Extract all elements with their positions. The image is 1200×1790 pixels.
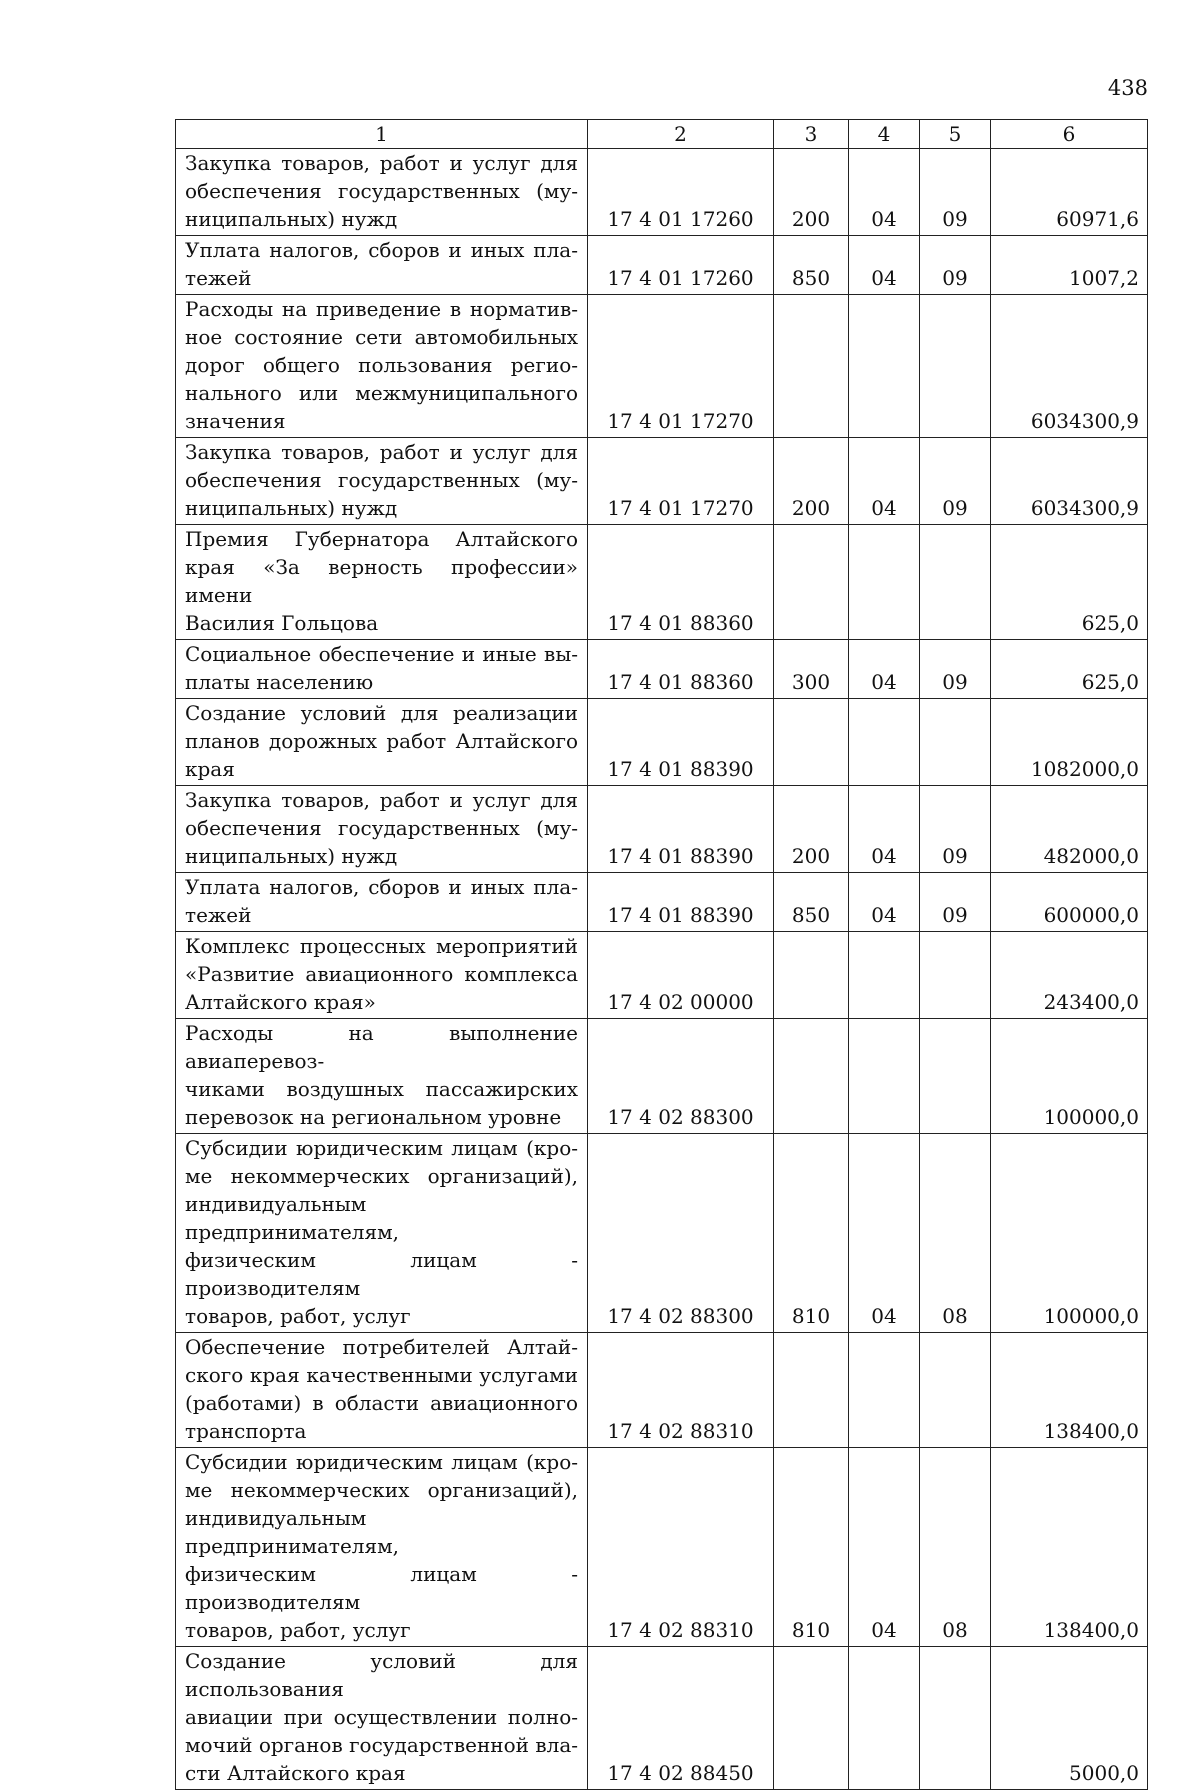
subsection-code — [920, 1647, 991, 1790]
amount-value: 1082000,0 — [991, 699, 1148, 786]
expense-name — [176, 1448, 588, 1647]
expense-type-code: 200 — [774, 149, 849, 236]
table-row — [176, 640, 1148, 699]
expense-name-line: ниципальных) нужд — [185, 496, 398, 520]
table-row — [176, 438, 1148, 525]
expense-name-line: Субсидии юридическим лицам (кро- — [185, 1450, 578, 1474]
expense-name-line: чиками воздушных пассажирских — [185, 1077, 578, 1101]
subsection-code: 09 — [920, 438, 991, 525]
expense-name-line: тежей — [185, 266, 252, 290]
subsection-code — [920, 1019, 991, 1134]
header-col-6: 6 — [991, 120, 1148, 149]
expense-name-line: перевозок на региональном уровне — [185, 1105, 562, 1129]
subsection-code — [920, 932, 991, 1019]
table-row — [176, 295, 1148, 438]
table-row — [176, 873, 1148, 932]
expense-type-code — [774, 295, 849, 438]
header-col-1: 1 — [176, 120, 588, 149]
expense-name-line: Создание условий для реализации — [185, 701, 578, 725]
expense-type-code: 810 — [774, 1448, 849, 1647]
expense-name-line: сти Алтайского края — [185, 1761, 406, 1785]
expense-name-line: обеспечения государственных (му- — [185, 816, 578, 840]
expense-name-line: значения — [185, 409, 286, 433]
target-article-code: 17 4 01 88390 — [588, 786, 774, 873]
subsection-code — [920, 525, 991, 640]
expense-name — [176, 438, 588, 525]
section-code — [849, 699, 920, 786]
table-row — [176, 1647, 1148, 1790]
section-code — [849, 1019, 920, 1134]
expense-name-line: тежей — [185, 903, 252, 927]
table-row — [176, 1134, 1148, 1333]
section-code: 04 — [849, 1134, 920, 1333]
expense-name-line: Расходы на приведение в норматив- — [185, 297, 578, 321]
expense-name-line: индивидуальным предпринимателям, — [185, 1506, 400, 1558]
expense-name-line: ниципальных) нужд — [185, 844, 398, 868]
expense-name-line: Василия Гольцова — [185, 611, 379, 635]
subsection-code — [920, 295, 991, 438]
expense-name-line: Премия Губернатора Алтайского — [185, 527, 578, 551]
amount-value: 600000,0 — [991, 873, 1148, 932]
expense-name-line: планов дорожных работ Алтайского — [185, 729, 578, 753]
expense-name-line: ме некоммерческих организаций), — [185, 1478, 578, 1502]
expense-name-line: физическим лицам - производителям — [185, 1562, 578, 1614]
amount-value: 60971,6 — [991, 149, 1148, 236]
header-row — [176, 120, 1148, 149]
subsection-code: 09 — [920, 236, 991, 295]
section-code — [849, 1647, 920, 1790]
expense-name-line: дорог общего пользования регио- — [185, 353, 578, 377]
page-number: 438 — [1107, 76, 1148, 100]
subsection-code: 08 — [920, 1448, 991, 1647]
table-row — [176, 236, 1148, 295]
expense-type-code: 850 — [774, 236, 849, 295]
header-col-3: 3 — [774, 120, 849, 149]
expense-name-line: Уплата налогов, сборов и иных пла- — [185, 875, 578, 899]
expense-name-line: ное состояние сети автомобильных — [185, 325, 578, 349]
expense-name-line: Закупка товаров, работ и услуг для — [185, 788, 578, 812]
expense-name-line: обеспечения государственных (му- — [185, 179, 578, 203]
amount-value: 482000,0 — [991, 786, 1148, 873]
target-article-code: 17 4 02 88310 — [588, 1333, 774, 1448]
expense-name — [176, 873, 588, 932]
table-row — [176, 932, 1148, 1019]
expense-name-line: края «За верность профессии» имени — [185, 555, 578, 607]
expense-name-line: мочий органов государственной вла- — [185, 1733, 578, 1757]
table-row — [176, 699, 1148, 786]
expense-name-line: Закупка товаров, работ и услуг для — [185, 151, 578, 175]
expense-name-line: ского края качественными услугами — [185, 1363, 578, 1387]
amount-value: 138400,0 — [991, 1333, 1148, 1448]
expense-name — [176, 932, 588, 1019]
amount-value: 625,0 — [991, 640, 1148, 699]
expense-name-line: Уплата налогов, сборов и иных пла- — [185, 238, 578, 262]
section-code: 04 — [849, 640, 920, 699]
target-article-code: 17 4 01 88390 — [588, 873, 774, 932]
target-article-code: 17 4 01 17260 — [588, 149, 774, 236]
target-article-code: 17 4 01 17270 — [588, 438, 774, 525]
target-article-code: 17 4 02 88310 — [588, 1448, 774, 1647]
expense-name-line: ниципальных) нужд — [185, 207, 398, 231]
expense-name-line: товаров, работ, услуг — [185, 1304, 411, 1328]
expense-type-code — [774, 1333, 849, 1448]
expense-name — [176, 699, 588, 786]
amount-value: 100000,0 — [991, 1134, 1148, 1333]
table-header — [176, 120, 1148, 149]
section-code: 04 — [849, 438, 920, 525]
expense-name — [176, 786, 588, 873]
target-article-code: 17 4 01 17270 — [588, 295, 774, 438]
expense-name — [176, 525, 588, 640]
expense-name-line: (работами) в области авиационного — [185, 1391, 578, 1415]
expense-name — [176, 149, 588, 236]
target-article-code: 17 4 02 88300 — [588, 1019, 774, 1134]
expense-type-code — [774, 699, 849, 786]
table-row — [176, 1333, 1148, 1448]
amount-value: 625,0 — [991, 525, 1148, 640]
expense-type-code: 850 — [774, 873, 849, 932]
subsection-code — [920, 1333, 991, 1448]
section-code: 04 — [849, 149, 920, 236]
expense-type-code — [774, 1647, 849, 1790]
subsection-code: 09 — [920, 149, 991, 236]
expense-type-code — [774, 1019, 849, 1134]
expense-name-line: транспорта — [185, 1419, 307, 1443]
expense-name-line: Алтайского края» — [185, 990, 376, 1014]
expense-type-code — [774, 932, 849, 1019]
amount-value: 1007,2 — [991, 236, 1148, 295]
expense-name — [176, 236, 588, 295]
amount-value: 5000,0 — [991, 1647, 1148, 1790]
table-row — [176, 1448, 1148, 1647]
target-article-code: 17 4 01 88390 — [588, 699, 774, 786]
header-col-4: 4 — [849, 120, 920, 149]
expense-type-code — [774, 525, 849, 640]
amount-value: 6034300,9 — [991, 295, 1148, 438]
budget-table — [175, 119, 1148, 1790]
expense-name-line: Социальное обеспечение и иные вы- — [185, 642, 578, 666]
section-code: 04 — [849, 1448, 920, 1647]
target-article-code: 17 4 01 88360 — [588, 640, 774, 699]
expense-type-code: 300 — [774, 640, 849, 699]
target-article-code: 17 4 02 00000 — [588, 932, 774, 1019]
expense-type-code: 810 — [774, 1134, 849, 1333]
expense-name-line: нального или межмуниципального — [185, 381, 578, 405]
expense-name-line: физическим лицам - производителям — [185, 1248, 578, 1300]
expense-name — [176, 640, 588, 699]
expense-name-line: Закупка товаров, работ и услуг для — [185, 440, 578, 464]
expense-name — [176, 1333, 588, 1448]
target-article-code: 17 4 01 17260 — [588, 236, 774, 295]
expense-name-line: Обеспечение потребителей Алтай- — [185, 1335, 578, 1359]
expense-name-line: Субсидии юридическим лицам (кро- — [185, 1136, 578, 1160]
expense-type-code: 200 — [774, 786, 849, 873]
amount-value: 243400,0 — [991, 932, 1148, 1019]
expense-name — [176, 1019, 588, 1134]
table-body — [176, 149, 1148, 1790]
expense-name-line: индивидуальным предпринимателям, — [185, 1192, 400, 1244]
header-col-5: 5 — [920, 120, 991, 149]
section-code: 04 — [849, 873, 920, 932]
expense-name-line: ме некоммерческих организаций), — [185, 1164, 578, 1188]
expense-name-line: «Развитие авиационного комплекса — [185, 962, 578, 986]
expense-name-line: Комплекс процессных мероприятий — [185, 934, 578, 958]
expense-name — [176, 1647, 588, 1790]
amount-value: 100000,0 — [991, 1019, 1148, 1134]
expense-name-line: платы населению — [185, 670, 374, 694]
expense-type-code: 200 — [774, 438, 849, 525]
section-code — [849, 1333, 920, 1448]
expense-name-line: товаров, работ, услуг — [185, 1618, 411, 1642]
expense-name-line: Создание условий для использования — [185, 1649, 578, 1701]
amount-value: 6034300,9 — [991, 438, 1148, 525]
expense-name — [176, 1134, 588, 1333]
subsection-code — [920, 699, 991, 786]
section-code — [849, 932, 920, 1019]
target-article-code: 17 4 02 88450 — [588, 1647, 774, 1790]
subsection-code: 09 — [920, 873, 991, 932]
section-code — [849, 295, 920, 438]
target-article-code: 17 4 02 88300 — [588, 1134, 774, 1333]
amount-value: 138400,0 — [991, 1448, 1148, 1647]
subsection-code: 09 — [920, 640, 991, 699]
table-row — [176, 149, 1148, 236]
section-code — [849, 525, 920, 640]
subsection-code: 09 — [920, 786, 991, 873]
expense-name — [176, 295, 588, 438]
expense-name-line: обеспечения государственных (му- — [185, 468, 578, 492]
expense-name-line: края — [185, 757, 235, 781]
table-row — [176, 525, 1148, 640]
table-row — [176, 786, 1148, 873]
header-col-2: 2 — [588, 120, 774, 149]
subsection-code: 08 — [920, 1134, 991, 1333]
section-code: 04 — [849, 236, 920, 295]
target-article-code: 17 4 01 88360 — [588, 525, 774, 640]
expense-name-line: Расходы на выполнение авиаперевоз- — [185, 1021, 578, 1073]
section-code: 04 — [849, 786, 920, 873]
table-row — [176, 1019, 1148, 1134]
expense-name-line: авиации при осуществлении полно- — [185, 1705, 578, 1729]
